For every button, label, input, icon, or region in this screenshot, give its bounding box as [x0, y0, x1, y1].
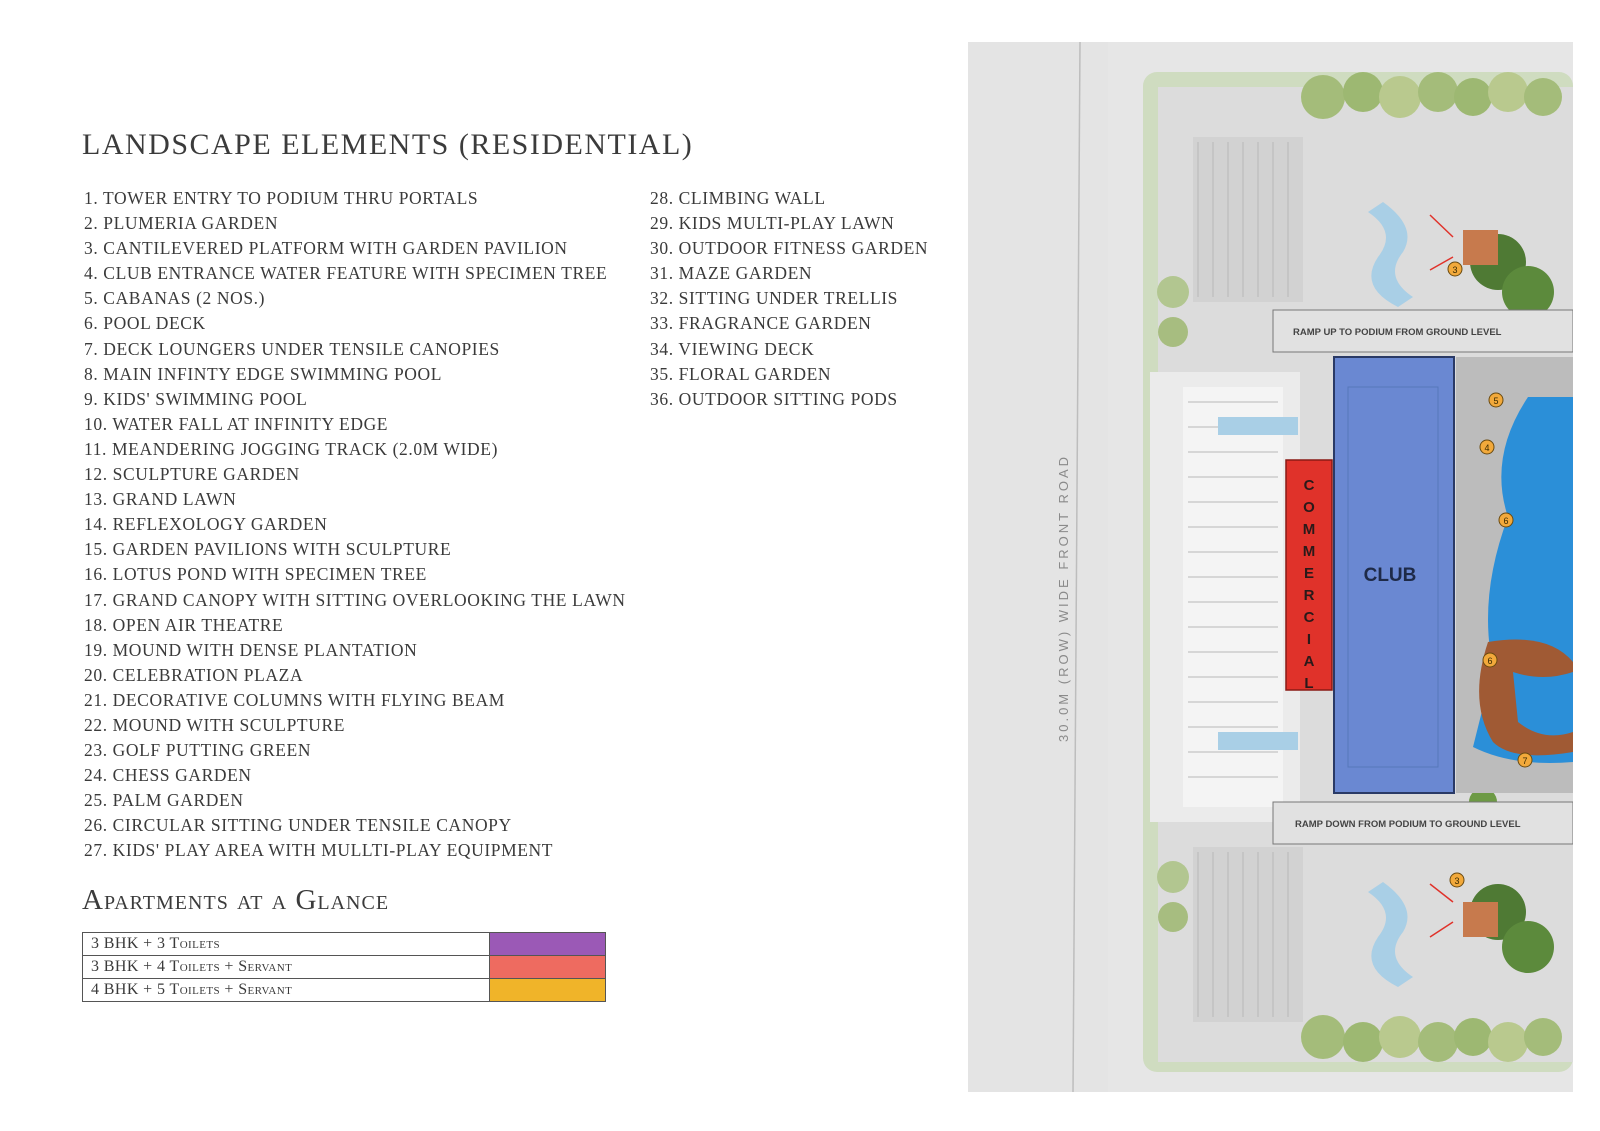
site-plan-drawing	[968, 42, 1573, 1092]
list-item: 5. CABANAS (2 NOS.)	[84, 288, 266, 309]
list-item: 22. MOUND WITH SCULPTURE	[84, 714, 346, 735]
list-item: 9. KIDS' SWIMMING POOL	[84, 388, 308, 409]
list-item: 17. GRAND CANOPY WITH SITTING OVERLOOKING THE LAWN	[84, 589, 626, 610]
marker-label: 3	[1452, 265, 1458, 275]
list-item: 20. CELEBRATION PLAZA	[84, 664, 304, 685]
ramp-up-label: RAMP UP TO PODIUM FROM GROUND LEVEL	[1293, 327, 1502, 338]
list-item: 4. CLUB ENTRANCE WATER FEATURE WITH SPECIMEN TREE	[84, 263, 608, 284]
list-item: 36. OUTDOOR SITTING PODS	[650, 388, 898, 409]
list-item: 25. PALM GARDEN	[84, 790, 244, 811]
commercial-letter: L	[1304, 675, 1314, 692]
apartment-type-label: 3 BHK + 4 Toilets + Servant	[83, 956, 490, 979]
marker-label: 3	[1454, 876, 1460, 886]
color-swatch	[489, 933, 605, 956]
color-swatch	[489, 979, 605, 1002]
marker-label: 5	[1493, 396, 1499, 406]
table-row	[83, 979, 606, 1002]
landscape-title: LANDSCAPE ELEMENTS (RESIDENTIAL)	[82, 128, 694, 161]
list-item: 33. FRAGRANCE GARDEN	[650, 313, 872, 334]
list-item: 26. CIRCULAR SITTING UNDER TENSILE CANOPY	[84, 815, 512, 836]
landscape-list-right	[650, 186, 928, 412]
commercial-letter: I	[1306, 631, 1312, 648]
ramp-down-label: RAMP DOWN FROM PODIUM TO GROUND LEVEL	[1295, 819, 1521, 830]
list-item: 8. MAIN INFINTY EDGE SWIMMING POOL	[84, 363, 443, 384]
commercial-letter: C	[1303, 477, 1315, 494]
list-item: 19. MOUND WITH DENSE PLANTATION	[84, 639, 418, 660]
list-item: 31. MAZE GARDEN	[650, 263, 813, 284]
apartment-type-label: 4 BHK + 5 Toilets + Servant	[83, 979, 490, 1002]
list-item: 3. CANTILEVERED PLATFORM WITH GARDEN PAVILION	[84, 238, 568, 259]
list-item: 21. DECORATIVE COLUMNS WITH FLYING BEAM	[84, 689, 505, 710]
list-item: 24. CHESS GARDEN	[84, 765, 252, 786]
commercial-letter: O	[1303, 499, 1315, 516]
commercial-letter: A	[1303, 653, 1315, 670]
list-item: 10. WATER FALL AT INFINITY EDGE	[84, 413, 389, 434]
list-item: 32. SITTING UNDER TRELLIS	[650, 288, 898, 309]
list-item: 18. OPEN AIR THEATRE	[84, 614, 284, 635]
marker-label: 6	[1503, 516, 1509, 526]
list-item: 6. POOL DECK	[84, 313, 206, 334]
color-swatch	[489, 956, 605, 979]
marker-label: 6	[1487, 656, 1493, 666]
commercial-letter: C	[1303, 609, 1315, 626]
commercial-letter: E	[1303, 565, 1315, 582]
apartments-title: Apartments at a Glance	[82, 884, 390, 916]
site-plan	[968, 42, 1573, 1092]
marker-label: 7	[1522, 756, 1528, 766]
list-item: 30. OUTDOOR FITNESS GARDEN	[650, 238, 929, 259]
list-item: 11. MEANDERING JOGGING TRACK (2.0M WIDE)	[84, 438, 498, 459]
table-row	[83, 956, 606, 979]
list-item: 14. REFLEXOLOGY GARDEN	[84, 514, 328, 535]
commercial-letter: M	[1302, 543, 1316, 560]
list-item: 34. VIEWING DECK	[650, 338, 815, 359]
list-item: 35. FLORAL GARDEN	[650, 363, 832, 384]
apartment-type-label: 3 BHK + 3 Toilets	[83, 933, 490, 956]
pavilion	[1463, 902, 1498, 937]
list-item: 16. LOTUS POND WITH SPECIMEN TREE	[84, 564, 427, 585]
apartments-legend-table	[82, 932, 606, 1002]
list-item: 28. CLIMBING WALL	[650, 188, 826, 208]
list-item: 23. GOLF PUTTING GREEN	[84, 740, 312, 761]
club-label: CLUB	[1363, 565, 1417, 586]
list-item: 27. KIDS' PLAY AREA WITH MULLTI-PLAY EQUIPMENT	[84, 840, 554, 861]
commercial-letter: R	[1303, 587, 1315, 604]
list-item: 2. PLUMERIA GARDEN	[84, 213, 279, 234]
list-item: 13. GRAND LAWN	[84, 489, 237, 510]
marker-label: 4	[1484, 443, 1490, 453]
list-item: 12. SCULPTURE GARDEN	[84, 464, 300, 485]
table-row	[83, 933, 606, 956]
list-item: 7. DECK LOUNGERS UNDER TENSILE CANOPIES	[84, 338, 500, 359]
landscape-list-left	[84, 186, 626, 864]
list-item: 1. TOWER ENTRY TO PODIUM THRU PORTALS	[84, 188, 479, 208]
pavilion	[1463, 230, 1498, 265]
list-item: 15. GARDEN PAVILIONS WITH SCULPTURE	[84, 539, 452, 560]
road-label: 30.0M (ROW) WIDE FRONT ROAD	[1056, 453, 1071, 742]
road-strip	[968, 42, 1108, 1092]
commercial-letter: M	[1302, 521, 1316, 538]
list-item: 29. KIDS MULTI-PLAY LAWN	[650, 213, 895, 234]
